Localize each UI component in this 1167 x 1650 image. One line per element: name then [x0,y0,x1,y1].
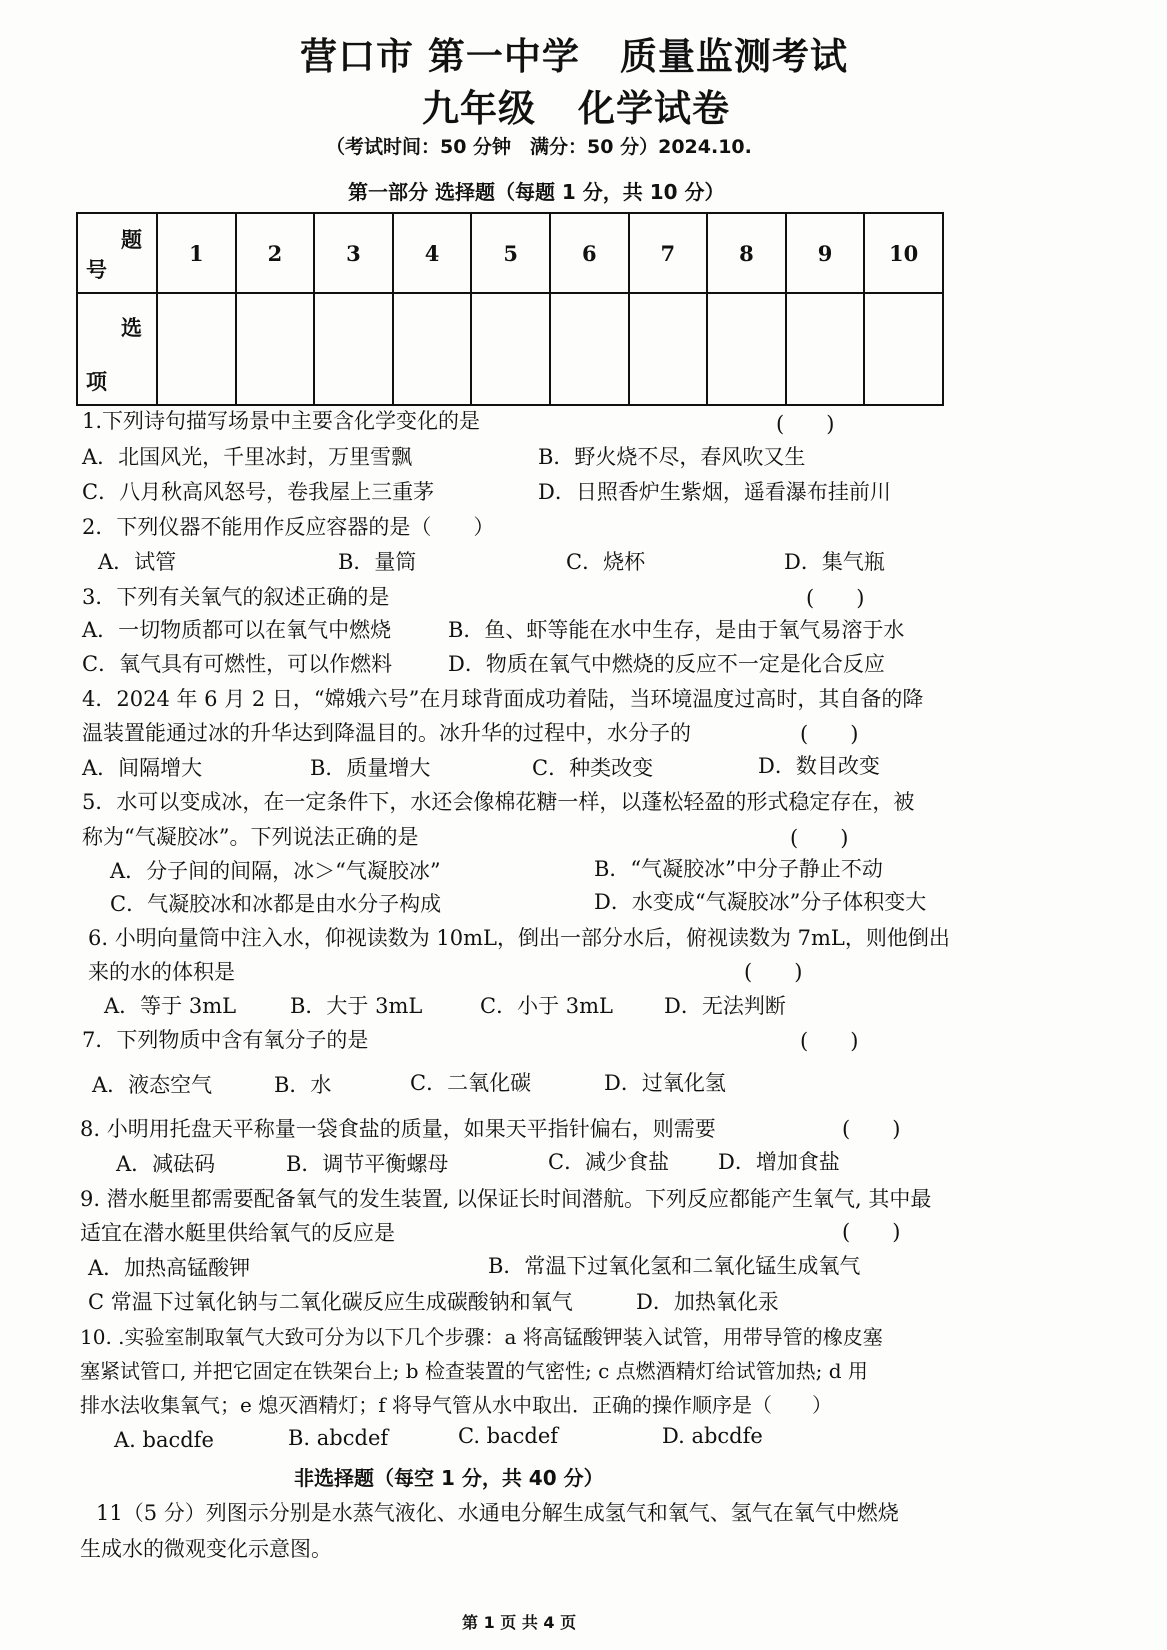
q7-option-c: C．二氧化碳 [410,1071,532,1095]
q7-stem: 7．下列物质中含有氧分子的是 [82,1028,369,1052]
q2-option-c: C．烧杯 [566,550,646,574]
q4-answer-paren: ( ) [800,722,859,746]
q6-answer-paren: ( ) [744,960,803,984]
table-header-cell [77,213,157,293]
q5-option-b: B．“气凝胶冰”中分子静止不动 [594,857,883,881]
table-number-cell: 5 [471,213,550,293]
title-grade: 九年级 [422,87,536,130]
q6-option-a: A．等于 3mL [104,994,237,1018]
table-header-cell [77,293,157,405]
table-label-ti: 题 [121,227,142,252]
q7-option-d: D．过氧化氢 [604,1071,726,1095]
q6-option-c: C．小于 3mL [480,994,613,1018]
q9-stem-line1: 9. 潜水艇里都需要配备氧气的发生装置, 以保证长时间潜航。下列反应都能产生氧气, 其中最 [80,1187,932,1211]
q2-stem: 2．下列仪器不能用作反应容器的是（ ） [82,515,495,539]
q6-stem-line1: 6. 小明向量筒中注入水，仰视读数为 10mL，倒出一部分水后，俯视读数为 7mL，则他倒出 [88,926,950,950]
answer-cell[interactable] [629,293,708,405]
q9-option-d: D．加热氧化汞 [636,1290,779,1314]
q9-option-b: B．常温下过氧化氢和二氧化锰生成氧气 [488,1254,861,1278]
q10-stem-line2: 塞紧试管口, 并把它固定在铁架台上; b 检查装置的气密性; c 点燃酒精灯给试管加热; d 用 [80,1359,868,1383]
q1-option-a: A．北国风光，千里冰封，万里雪飘 [82,445,413,469]
answer-table [76,212,944,406]
table-number-cell: 7 [629,213,708,293]
q4-stem-line2: 温装置能通过冰的升华达到降温目的。冰升华的过程中，水分子的 [82,721,691,745]
q9-answer-paren: ( ) [842,1220,901,1244]
exam-info: （考试时间：50 分钟 满分：50 分）2024.10. [326,136,752,158]
title-school: 营口市 第一中学 [300,35,580,78]
q5-option-a: A．分子间的间隔，冰＞“气凝胶冰” [110,859,441,883]
q10-option-c: C. bacdef [458,1424,559,1448]
table-number-cell: 3 [314,213,393,293]
q11-line2: 生成水的微观变化示意图。 [80,1537,332,1561]
q5-stem-line1: 5．水可以变成冰，在一定条件下，水还会像棉花糖一样，以蓬松轻盈的形式稳定存在，被 [82,790,915,814]
q3-option-a: A．一切物质都可以在氧气中燃烧 [82,618,392,642]
q10-option-b: B. abcdef [288,1426,389,1450]
answer-cell[interactable] [786,293,865,405]
q8-stem: 8. 小明用托盘天平称量一袋食盐的质量，如果天平指针偏右，则需要 [80,1117,716,1141]
part1-heading: 第一部分 选择题（每题 1 分，共 10 分） [348,180,725,204]
q9-option-a: A．加热高锰酸钾 [88,1256,251,1280]
table-number-cell: 4 [393,213,472,293]
q3-option-c: C．氧气具有可燃性，可以作燃料 [82,652,393,676]
table-row-numbers [77,213,943,293]
q8-option-c: C．减少食盐 [548,1150,670,1174]
answer-cell[interactable] [236,293,315,405]
q10-option-a: A. bacdfe [114,1428,214,1452]
part2-heading: 非选择题（每空 1 分，共 40 分） [294,1466,604,1490]
q8-answer-paren: ( ) [842,1117,901,1141]
q4-option-b: B．质量增大 [310,756,431,780]
q5-stem-line2: 称为“气凝胶冰”。下列说法正确的是 [82,825,419,849]
q2-option-d: D．集气瓶 [784,550,885,574]
q10-option-d: D. abcdfe [662,1424,763,1448]
q7-answer-paren: ( ) [800,1029,859,1053]
q3-stem: 3．下列有关氧气的叙述正确的是 [82,585,390,609]
q8-option-b: B．调节平衡螺母 [286,1152,449,1176]
answer-cell[interactable] [157,293,236,405]
q7-option-b: B．水 [274,1073,332,1097]
answer-cell[interactable] [707,293,786,405]
answer-cell[interactable] [471,293,550,405]
q9-option-c: C 常温下过氧化钠与二氧化碳反应生成碳酸钠和氧气 [88,1290,573,1314]
table-row-answers [77,293,943,405]
q10-stem-line1: 10. .实验室制取氧气大致可分为以下几个步骤：a 将高锰酸钾装入试管，用带导管的橡皮塞 [80,1325,883,1349]
page-number: 第 1 页 共 4 页 [462,1613,577,1632]
q9-stem-line2: 适宜在潜水艇里供给氧气的反应是 [80,1221,395,1245]
q4-option-c: C．种类改变 [532,756,654,780]
q3-option-d: D．物质在氧气中燃烧的反应不一定是化合反应 [448,652,885,676]
table-number-cell: 10 [864,213,943,293]
table-number-cell: 6 [550,213,629,293]
table-label-hao: 号 [86,257,107,282]
table-number-cell: 2 [236,213,315,293]
q5-option-c: C．气凝胶冰和冰都是由水分子构成 [110,892,442,916]
q4-stem-line1: 4．2024 年 6 月 2 日，“嫦娥六号”在月球背面成功着陆，当环境温度过高时，其自备的降 [82,687,924,711]
q1-option-d: D．日照香炉生紫烟，遥看瀑布挂前川 [538,480,891,504]
table-label-xuan: 选 [121,315,142,340]
q3-option-b: B．鱼、虾等能在水中生存，是由于氧气易溶于水 [448,618,905,642]
q6-option-b: B．大于 3mL [290,994,423,1018]
q8-option-a: A．减砝码 [116,1152,216,1176]
answer-cell[interactable] [314,293,393,405]
q5-option-d: D．水变成“气凝胶冰”分子体积变大 [594,890,927,914]
q2-option-b: B．量筒 [338,550,417,574]
q6-option-d: D．无法判断 [664,994,786,1018]
q3-answer-paren: ( ) [806,586,865,610]
answer-cell[interactable] [864,293,943,405]
q1-answer-paren: ( ) [776,412,835,436]
answer-cell[interactable] [550,293,629,405]
q6-stem-line2: 来的水的体积是 [88,960,235,984]
answer-cell[interactable] [393,293,472,405]
q11-line1: 11（5 分）列图示分别是水蒸气液化、水通电分解生成氢气和氧气、氢气在氧气中燃烧 [96,1501,899,1525]
q1-option-c: C．八月秋高风怒号，卷我屋上三重茅 [82,480,435,504]
title-exam: 质量监测考试 [620,35,848,78]
q4-option-a: A．间隔增大 [82,756,203,780]
q5-answer-paren: ( ) [790,826,849,850]
table-number-cell: 1 [157,213,236,293]
q7-option-a: A．液态空气 [92,1073,213,1097]
table-label-xiang: 项 [86,369,107,394]
q1-option-b: B．野火烧不尽，春风吹又生 [538,445,806,469]
q4-option-d: D．数目改变 [758,754,880,778]
table-number-cell: 9 [786,213,865,293]
q8-option-d: D．增加食盐 [718,1150,840,1174]
table-number-cell: 8 [707,213,786,293]
title-subject: 化学试卷 [578,87,730,130]
q10-stem-line3: 排水法收集氧气；e 熄灭酒精灯；f 将导气管从水中取出．正确的操作顺序是（ ） [80,1393,832,1417]
q1-stem: 1.下列诗句描写场景中主要含化学变化的是 [82,409,481,433]
q2-option-a: A．试管 [98,550,177,574]
